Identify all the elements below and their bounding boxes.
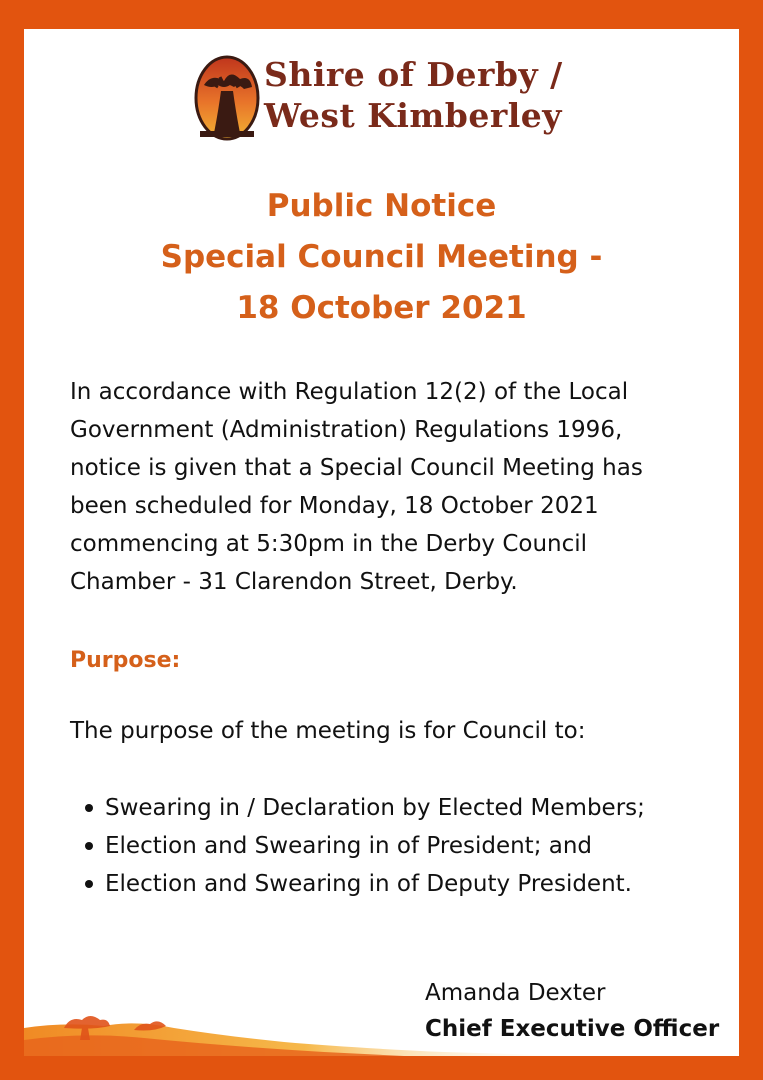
landscape-footer-decoration <box>24 1006 739 1056</box>
notice-page <box>24 29 739 1056</box>
title-line2: Special Council Meeting - <box>160 239 603 275</box>
purpose-item-text: Swearing in / Declaration by Elected Members; <box>105 795 645 821</box>
purpose-heading: Purpose: <box>70 648 181 673</box>
title-line1: Public Notice <box>266 188 497 224</box>
purpose-item <box>83 865 645 903</box>
purpose-item-text: Election and Swearing in of President; and <box>105 833 593 859</box>
logo-text-line1: Shire of Derby / <box>264 55 563 94</box>
notice-title <box>24 181 739 334</box>
purpose-item-text: Election and Swearing in of Deputy President. <box>105 871 632 897</box>
body-line: notice is given that a Special Council Meeting has <box>70 455 643 481</box>
bullet-icon <box>85 842 93 850</box>
body-line: Government (Administration) Regulations 1996, <box>70 417 623 443</box>
purpose-item <box>83 789 645 827</box>
shire-logo <box>194 55 564 143</box>
logo-text-line2: West Kimberley <box>264 96 562 135</box>
boab-tree-icon <box>194 55 260 141</box>
purpose-item <box>83 827 645 865</box>
signatory-name: Amanda Dexter <box>425 980 606 1006</box>
body-line: commencing at 5:30pm in the Derby Council <box>70 531 588 557</box>
signatory-title: Chief Executive Officer <box>425 1016 720 1042</box>
notice-body <box>70 373 710 601</box>
purpose-intro: The purpose of the meeting is for Council to: <box>70 718 586 744</box>
bullet-icon <box>85 880 93 888</box>
title-line3: 18 October 2021 <box>236 290 527 326</box>
body-line: been scheduled for Monday, 18 October 2021 <box>70 493 599 519</box>
purpose-list <box>83 789 645 903</box>
body-line: Chamber - 31 Clarendon Street, Derby. <box>70 569 518 595</box>
body-line: In accordance with Regulation 12(2) of the Local <box>70 379 629 405</box>
bullet-icon <box>85 804 93 812</box>
